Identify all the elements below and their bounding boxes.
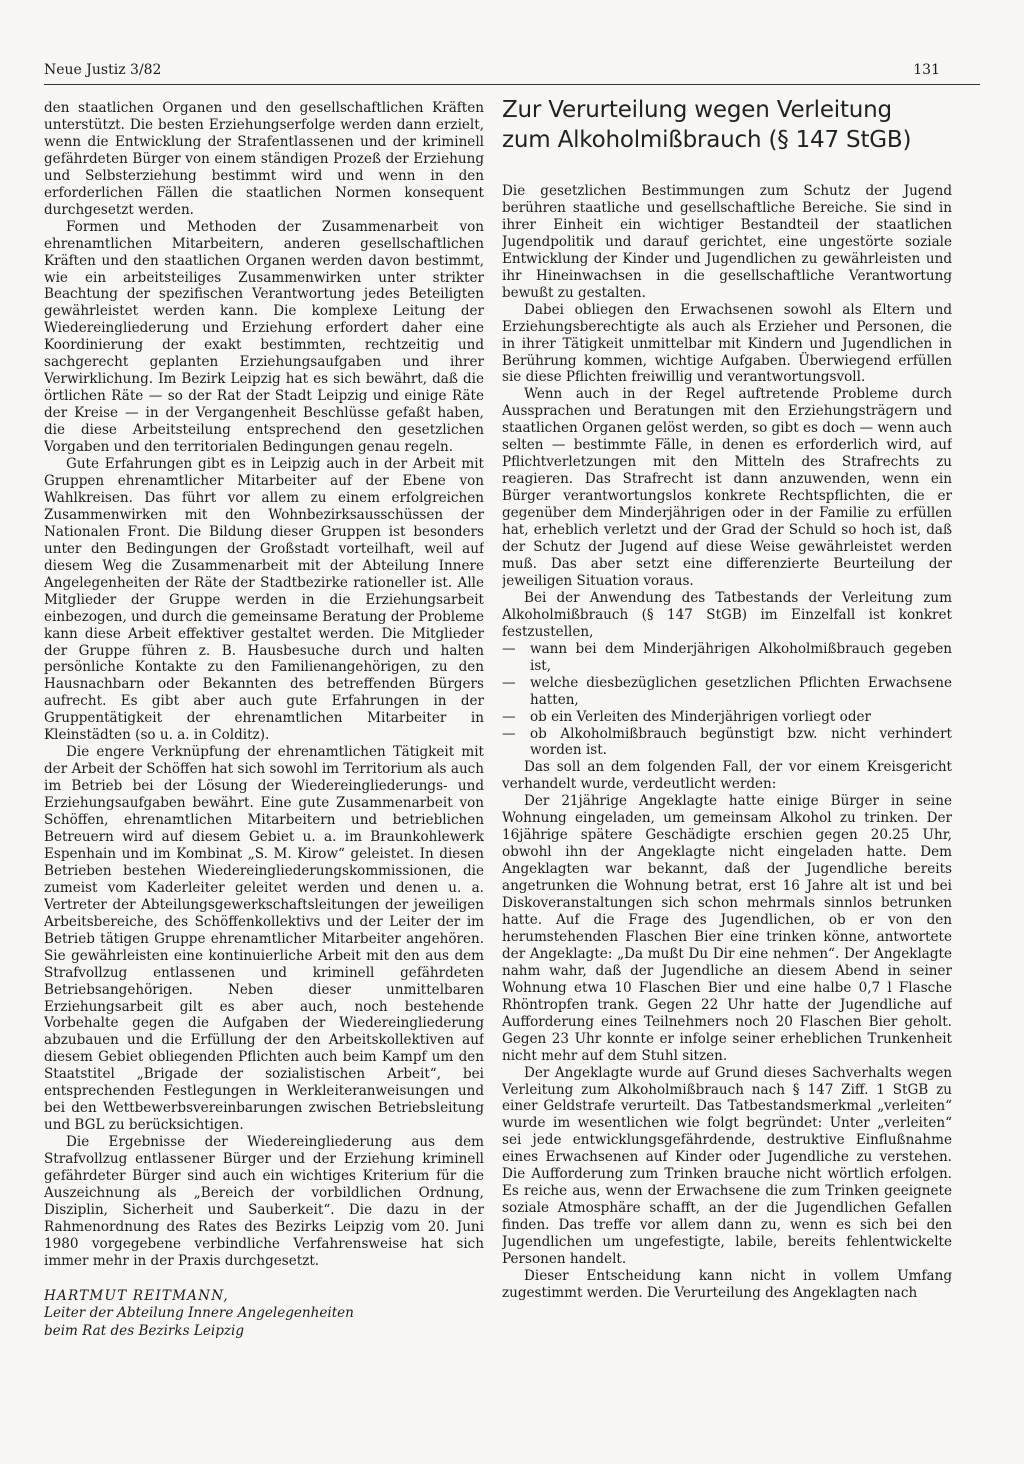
right-paragraph-7: Der Angeklagte wurde auf Grund dieses Sachverhalts wegen Verleitung zum Alkoholmißbrauch nach § 147 Ziff. 1 StGB zu einer Geldstrafe verurteilt. Das Tatbestandsmerkmal „verleiten“ wurde im wesentlichen wie folgt begründet: Unter „verleiten“ sei jede entwicklungsgefährdende, destruktive Einflußnahme eines Erwachsenen auf Kinder oder Jugendliche zu verstehen. Die Aufforderung zum Trinken brauche nicht wörtlich erfolgen. Es reiche aus, wenn der Erwachsene die zum Trinken geeignete soziale Atmosphäre schafft, an der die Jugendlichen Gefallen finden. Das treffe vor allem dann zu, wenn es sich bei den Jugendlichen um ungefestigte, labile, bereits fehlentwickelte Personen handelt. bbox=[502, 1064, 952, 1268]
right-paragraph-3: Wenn auch in der Regel auftretende Probleme durch Aussprachen und Beratungen mit den Erziehungsträgern und staatlichen Organen gelöst werden, so gibt es doch — wenn auch selten — bestimmte Fälle, in denen es erforderlich wird, auf Pflichtverletzungen mit den Mitteln des Strafrechts zu reagieren. Das Strafrecht ist dann anzuwenden, wenn ein Bürger verantwortungslos konkrete Rechtspflichten, die er gegenüber dem Minderjährigen oder in der Familie zu erfüllen hat, erheblich verletzt und der Grad der Schuld so hoch ist, daß der Schutz der Jugend auf diese Weise gewährleistet werden muß. Das aber setzt eine differenzierte Beurteilung der jeweiligen Situation voraus. bbox=[502, 386, 952, 589]
author-name: HARTMUT REITMANN, bbox=[44, 1287, 229, 1304]
dash-item-3: — ob ein Verleiten des Minderjährigen vorliegt oder bbox=[502, 709, 952, 726]
right-paragraph-5: Das soll an dem folgenden Fall, der vor einem Kreisgericht verhandelt wurde, verdeutlicht werden: bbox=[502, 759, 952, 793]
right-paragraph-6: Der 21jährige Angeklagte hatte einige Bürger in seine Wohnung eingeladen, um gemeinsam Alkohol zu trinken. Der 16jährige spätere Geschädigte erschien gegen 20.25 Uhr, obwohl ihn der Angeklagte nicht eingeladen hatte. Dem Angeklagten war bekannt, daß der Jugendliche bereits angetrunken die Wohnung betrat, erst 16 Jahre alt ist und bei Diskoveranstaltungen sich schon mehrmals sinnlos betrunken hatte. Auf die Frage des Jugendlichen, ob er von den herumstehenden Flaschen Bier eine trinken könne, antwortete der Angeklagte: „Da mußt Du Dir eine nehmen“. Der Angeklagte nahm wahr, daß der Jugendliche an diesem Abend in seiner Wohnung etwa 10 Flaschen Bier und eine halbe 0,7 l Flasche Rhöntropfen trank. Gegen 22 Uhr hatte der Jugendliche auf Aufforderung eines Teilnehmers noch 20 Flaschen Bier geholt. Gegen 23 Uhr konnte er infolge seiner erheblichen Trunkenheit nicht mehr auf dem Stuhl sitzen. bbox=[502, 793, 952, 1064]
dash-item-1: — wann bei dem Minderjährigen Alkoholmißbrauch gegeben ist, bbox=[502, 641, 952, 675]
right-paragraph-1: Die gesetzlichen Bestimmungen zum Schutz der Jugend berühren staatliche und gesellschaftliche Bereiche. Sie sind in ihrer Einheit ein wichtiger Bestandteil der staatlichen Jugendpolitik und darauf gerichtet, eine ungestörte soziale Entwicklung der Kinder und Jugendlichen zu gewährleisten und ihr Hineinwachsen in die gesellschaftliche Verantwortung bewußt zu gestalten. bbox=[502, 183, 952, 301]
article-title-line-1: Zur Verurteilung wegen Verleitung bbox=[502, 97, 892, 123]
dash-item-4: — ob Alkoholmißbrauch begünstigt bzw. nicht verhindert worden ist. bbox=[502, 726, 952, 760]
left-paragraph-3: Gute Erfahrungen gibt es in Leipzig auch in der Arbeit mit Gruppen ehrenamtlicher Mitarbeiter auf der Ebene von Wahlkreisen. Das führt vor allem zu einem erfolgreichen Zusammenwirken mit den Wohnbezirksausschüssen der Nationalen Front. Die Bildung dieser Gruppen ist besonders unter den Bedingungen der Großstadt vorteilhaft, weil auf diesem Weg die Zusammenarbeit mit der Abteilung Innere Angelegenheiten der Räte der Stadtbezirke rationeller ist. Alle Mitglieder der Gruppe werden in die Erziehungsarbeit einbezogen, und durch die gemeinsame Beratung der Probleme kann diese Arbeit effektiver gestaltet werden. Die Mitglieder der Gruppe führen z. B. Hausbesuche durch und halten persönliche Kontakte zu den Familienangehörigen, zu den Hausnachbarn oder Bekannten des betreffenden Bürgers aufrecht. Es gibt aber auch gute Erfahrungen in der Gruppentätigkeit der ehrenamtlichen Mitarbeiter in Kleinstädten (so u. a. in Colditz). bbox=[44, 456, 484, 744]
page-header bbox=[44, 62, 980, 84]
header-rule bbox=[44, 84, 980, 85]
right-paragraph-4: Bei der Anwendung des Tatbestands der Verleitung zum Alkoholmißbrauch (§ 147 StGB) im Einzelfall ist konkret festzustellen, bbox=[502, 589, 952, 640]
author-role-line-2: beim Rat des Bezirks Leipzig bbox=[44, 1322, 245, 1339]
left-column bbox=[44, 100, 484, 1340]
author-role-line-1: Leiter der Abteilung Innere Angelegenheiten bbox=[44, 1305, 354, 1322]
journal-issue: Neue Justiz 3/82 bbox=[44, 62, 162, 78]
right-column bbox=[502, 95, 952, 1302]
author-signature bbox=[44, 1288, 484, 1341]
article-title bbox=[502, 95, 952, 155]
left-paragraph-1: den staatlichen Organen und den gesellschaftlichen Kräften unterstützt. Die besten Erziehungserfolge werden dann erzielt, wenn die Entwicklung der Strafentlassenen und der kriminell gefährdeten Bürger von einem ständigen Prozeß der Erziehung und Selbsterziehung bestimmt wird und wenn in den erforderlichen Fällen die staatlichen Normen konsequent durchgesetzt werden. bbox=[44, 100, 484, 218]
article-title-line-2: zum Alkoholmißbrauch (§ 147 StGB) bbox=[502, 127, 912, 153]
right-paragraph-2: Dabei obliegen den Erwachsenen sowohl als Eltern und Erziehungsberechtigte als auch als Erzieher und Personen, die in ihrer Tätigkeit unmittelbar mit Kindern und Jugendlichen in Berührung kommen, wichtige Aufgaben. Überwiegend erfüllen sie diese Pflichten freiwillig und verantwortungsvoll. bbox=[502, 301, 952, 386]
left-paragraph-5: Die Ergebnisse der Wiedereingliederung aus dem Strafvollzug entlassener Bürger und der Erziehung kriminell gefährdeter Bürger sind auch ein wichtiges Kriterium für die Auszeichnung als „Bereich der vorbildlichen Ordnung, Disziplin, Sicherheit und Sauberkeit“. Die dazu in der Rahmenordnung des Rates des Bezirks Leipzig vom 20. Juni 1980 vorgegebene verbindliche Verfahrensweise hat sich immer mehr in der Praxis durchgesetzt. bbox=[44, 1134, 484, 1269]
left-paragraph-2: Formen und Methoden der Zusammenarbeit von ehrenamtlichen Mitarbeitern, anderen gesellschaftlichen Kräften und den staatlichen Organen werden davon bestimmt, wie ein arbeitsteiliges Zusammenwirken unter strikter Beachtung der spezifischen Verantwortung jedes Beteiligten gewährleistet werden kann. Die komplexe Leitung der Wiedereingliederung und Erziehung erfordert daher eine Koordinierung der exakt bestimmten, rechtzeitig und sachgerecht geplanten Erziehungsaufgaben und ihrer Verwirklichung. Im Bezirk Leipzig hat es sich bewährt, daß die örtlichen Räte — so der Rat der Stadt Leipzig und einige Räte der Kreise — in der Vergangenheit Beschlüsse gefaßt haben, die diese Arbeitsteilung entsprechend den gesetzlichen Vorgaben und den territorialen Bedingungen genau regeln. bbox=[44, 218, 484, 456]
left-paragraph-4: Die engere Verknüpfung der ehrenamtlichen Tätigkeit mit der Arbeit der Schöffen hat sich sowohl im Territorium als auch im Betrieb bei der Lösung der Wiedereingliederungs- und Erziehungsaufgaben bewährt. Eine gute Zusammenarbeit von Schöffen, ehrenamtlichen Mitarbeitern und betrieblichen Betreuern wird auf diesem Gebiet u. a. im Braunkohlewerk Espenhain und im Kombinat „S. M. Kirow“ geleistet. In diesen Betrieben bestehen Wiedereingliederungskommissionen, die zumeist vom Kaderleiter geleitet werden und denen u. a. Vertreter der Abteilungsgewerkschaftsleitungen der jeweiligen Arbeitsbereiche, des Schöffenkollektivs und der Leiter der im Betrieb tätigen Gruppe ehrenamtlicher Mitarbeiter angehören. Sie gewährleisten eine kontinuierliche Arbeit mit den aus dem Strafvollzug entlassenen und kriminell gefährdeten Betriebsangehörigen. Neben dieser unmittelbaren Erziehungsarbeit gilt es aber auch, noch bestehende Vorbehalte gegen die Aufgaben der Wiedereingliederung abzubauen und die Erfüllung der den Arbeitskollektiven auf diesem Gebiet obliegenden Pflichten auch beim Kampf um den Staatstitel „Brigade der sozialistischen Arbeit“, bei entsprechenden Festlegungen in Werkleiteranweisungen und bei den Wettbewerbsvereinbarungen zwischen Betriebsleitung und BGL zu berücksichtigen. bbox=[44, 744, 484, 1134]
page-number: 131 bbox=[913, 62, 940, 78]
dash-item-2: — welche diesbezüglichen gesetzlichen Pflichten Erwachsene hatten, bbox=[502, 675, 952, 709]
right-paragraph-8: Dieser Entscheidung kann nicht in vollem Umfang zugestimmt werden. Die Verurteilung des Angeklagten nach bbox=[502, 1268, 952, 1301]
